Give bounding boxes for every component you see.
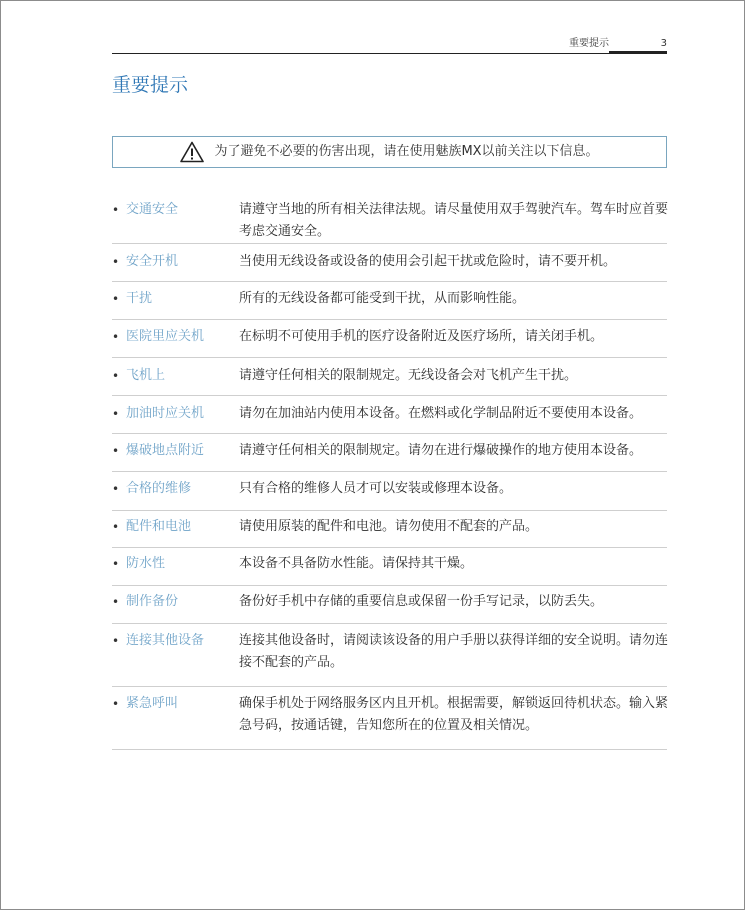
page-header xyxy=(112,38,667,56)
warning-text: 为了避免不必要的伤害出现，请在使用魅族MX以前关注以下信息。 xyxy=(214,144,599,159)
item-label: 紧急呼叫 xyxy=(126,696,179,711)
item-label: 飞机上 xyxy=(126,368,166,383)
header-rule-accent xyxy=(609,51,667,54)
list-item xyxy=(112,548,667,586)
bullet-icon: • xyxy=(112,407,120,421)
bullet-icon: • xyxy=(112,697,120,711)
item-description: 确保手机处于网络服务区内且开机。根据需要，解锁返回待机状态。输入紧急号码，按通话键，告知您所在的位置及相关情况。 xyxy=(239,696,669,733)
header-title: 重要提示 xyxy=(569,38,609,49)
list-item xyxy=(112,624,667,687)
bullet-icon: • xyxy=(112,482,120,496)
bullet-icon: • xyxy=(112,203,120,217)
item-label: 合格的维修 xyxy=(126,481,192,496)
list-item xyxy=(112,282,667,320)
item-label: 连接其他设备 xyxy=(126,633,205,648)
safety-list xyxy=(112,191,667,750)
warning-box xyxy=(112,136,667,168)
item-description: 请使用原装的配件和电池。请勿使用不配套的产品。 xyxy=(239,519,539,534)
warning-triangle-icon xyxy=(180,141,204,163)
item-label: 配件和电池 xyxy=(126,519,192,534)
bullet-icon: • xyxy=(112,634,120,648)
item-description: 请勿在加油站内使用本设备。在燃料或化学制品附近不要使用本设备。 xyxy=(239,406,643,421)
item-label: 爆破地点附近 xyxy=(126,443,205,458)
list-item xyxy=(112,511,667,548)
bullet-icon: • xyxy=(112,444,120,458)
bullet-icon: • xyxy=(112,595,120,609)
list-item xyxy=(112,472,667,511)
item-label: 防水性 xyxy=(126,556,166,571)
list-item xyxy=(112,358,667,396)
item-description: 连接其他设备时，请阅读该设备的用户手册以获得详细的安全说明。请勿连接不配套的产品。 xyxy=(239,633,669,670)
item-description: 本设备不具备防水性能。请保持其干燥。 xyxy=(239,556,474,571)
item-description: 在标明不可使用手机的医疗设备附近及医疗场所，请关闭手机。 xyxy=(239,329,604,344)
item-label: 医院里应关机 xyxy=(126,329,205,344)
bullet-icon: • xyxy=(112,255,120,269)
item-label: 干扰 xyxy=(126,291,153,306)
bullet-icon: • xyxy=(112,330,120,344)
bullet-icon: • xyxy=(112,520,120,534)
item-label: 安全开机 xyxy=(126,254,179,269)
bullet-icon: • xyxy=(112,292,120,306)
item-description: 请遵守当地的所有相关法律法规。请尽量使用双手驾驶汽车。驾车时应首要考虑交通安全。 xyxy=(239,202,669,239)
item-description: 请遵守任何相关的限制规定。无线设备会对飞机产生干扰。 xyxy=(239,368,578,383)
item-label: 加油时应关机 xyxy=(126,406,205,421)
item-description: 请遵守任何相关的限制规定。请勿在进行爆破操作的地方使用本设备。 xyxy=(239,443,643,458)
item-description: 备份好手机中存储的重要信息或保留一份手写记录，以防丢失。 xyxy=(239,594,604,609)
list-item xyxy=(112,244,667,282)
page-number: 3 xyxy=(660,38,667,49)
page-title: 重要提示 xyxy=(112,74,189,96)
list-item xyxy=(112,687,667,750)
item-description: 所有的无线设备都可能受到干扰，从而影响性能。 xyxy=(239,291,526,306)
list-item xyxy=(112,586,667,624)
header-rule xyxy=(112,53,667,54)
bullet-icon: • xyxy=(112,369,120,383)
item-description: 只有合格的维修人员才可以安装或修理本设备。 xyxy=(239,481,513,496)
item-label: 制作备份 xyxy=(126,594,179,609)
item-description: 当使用无线设备或设备的使用会引起干扰或危险时，请不要开机。 xyxy=(239,254,617,269)
item-label: 交通安全 xyxy=(126,202,179,217)
list-item xyxy=(112,191,667,244)
bullet-icon: • xyxy=(112,557,120,571)
list-item xyxy=(112,434,667,472)
list-item xyxy=(112,396,667,434)
list-item xyxy=(112,320,667,358)
